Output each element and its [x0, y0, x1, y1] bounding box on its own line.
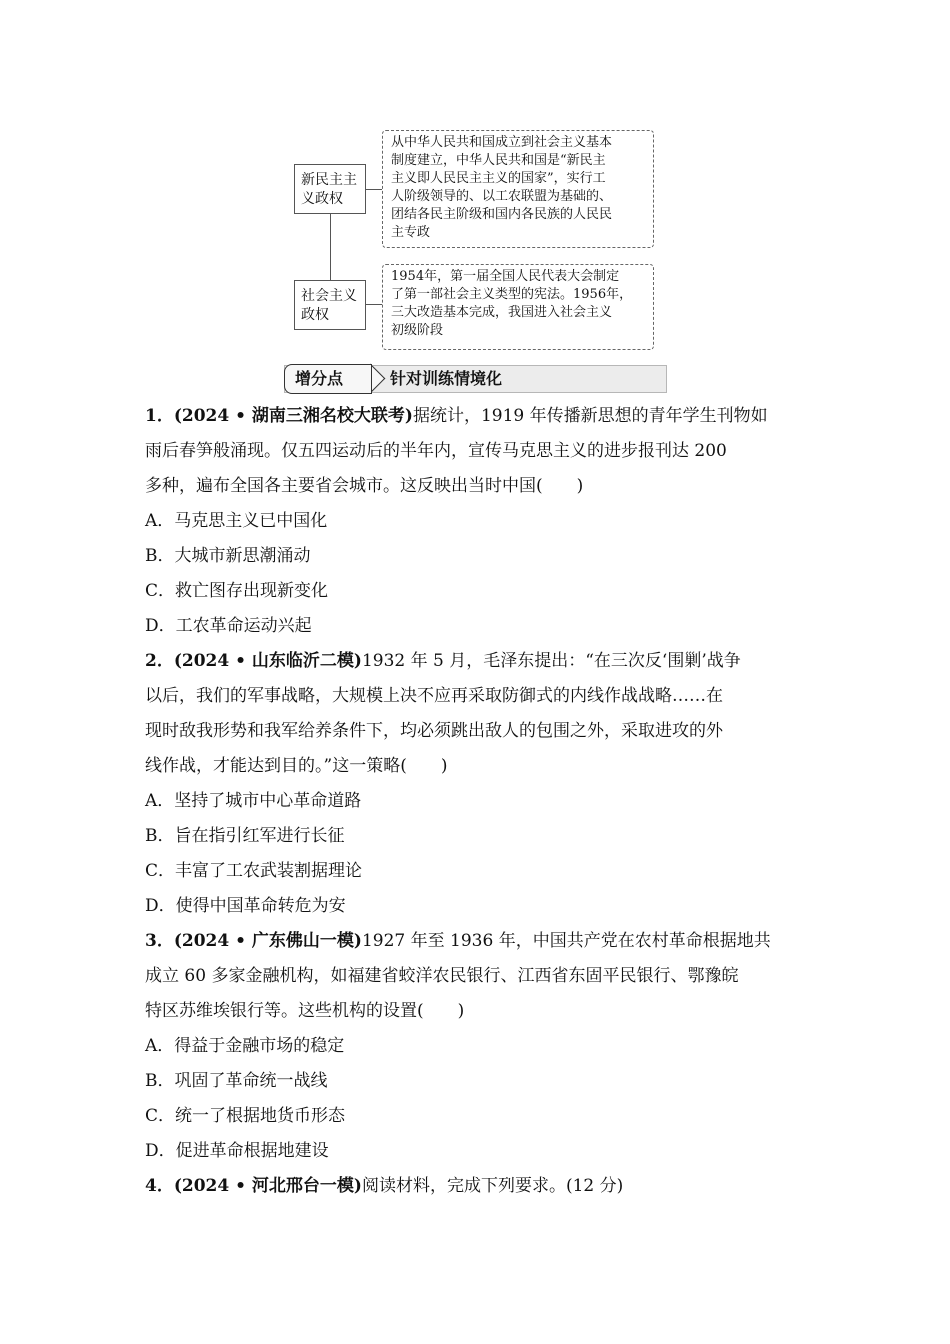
- question-source: (2024 • 河北邢台一模): [173, 1176, 362, 1196]
- banner-title: 针对训练情境化: [390, 369, 503, 388]
- stem-text: 据统计，1919 年传播新思想的青年学生刊物如: [412, 406, 768, 426]
- desc-line: 从中华人民共和国成立到社会主义基本: [391, 135, 613, 150]
- connector-horizontal: [366, 189, 382, 190]
- question-4: [145, 1169, 809, 1204]
- question-source: (2024 • 广东佛山一模): [173, 931, 362, 951]
- node-line: 社会主义: [301, 288, 357, 304]
- option-d: D．促进革命根据地建设: [145, 1141, 329, 1161]
- question-stem-line: [145, 1169, 809, 1204]
- option-c: C．统一了根据地货币形态: [145, 1106, 346, 1126]
- desc-line: 1954年，第一届全国人民代表大会制定: [391, 269, 620, 284]
- option-d: D．使得中国革命转危为安: [145, 896, 346, 916]
- section-banner: [284, 364, 667, 394]
- option-d: D．工农革命运动兴起: [145, 616, 312, 636]
- connector-vertical: [330, 214, 331, 280]
- question-stem-line: 线作战，才能达到目的。”这一策略( ): [145, 756, 448, 776]
- node-new-democracy: [294, 164, 366, 214]
- question-stem-line: 以后，我们的军事战略，大规模上决不应再采取防御式的内线作战战略……在: [145, 686, 723, 706]
- node-line: 新民主主: [301, 172, 357, 188]
- option-b: B．旨在指引红军进行长征: [145, 826, 345, 846]
- question-stem-line: 多种，遍布全国各主要省会城市。这反映出当时中国( ): [145, 476, 584, 496]
- desc-line: 三大改造基本完成，我国进入社会主义: [391, 305, 613, 320]
- desc-line: 团结各民主阶级和国内各民族的人民民: [391, 207, 613, 222]
- connector-horizontal: [366, 304, 382, 305]
- question-stem-line: 特区苏维埃银行等。这些机构的设置( ): [145, 1001, 465, 1021]
- question-1: [145, 399, 809, 644]
- option-b: B．巩固了革命统一战线: [145, 1071, 328, 1091]
- question-number: 4．: [145, 1176, 174, 1196]
- option-c: C．丰富了工农武装割据理论: [145, 861, 363, 881]
- option-b: B．大城市新思潮涌动: [145, 546, 311, 566]
- question-source: (2024 • 湖南三湘名校大联考): [173, 406, 413, 426]
- question-3: [145, 924, 809, 1169]
- desc-line: 人阶级领导的、以工农联盟为基础的、: [391, 189, 613, 204]
- desc-line: 主专政: [391, 225, 431, 240]
- desc-line: 了第一部社会主义类型的宪法。1956年，: [391, 287, 633, 302]
- question-source: (2024 • 山东临沂二模): [173, 651, 362, 671]
- question-stem-line: 现时敌我形势和我军给养条件下，均必须跳出敌人的包围之外，采取进攻的外: [145, 721, 723, 741]
- question-number: 3．: [145, 931, 174, 951]
- option-a: A．坚持了城市中心革命道路: [145, 791, 362, 811]
- stem-text: 1932 年 5 月，毛泽东提出：“在三次反‘围剿’战争: [361, 651, 741, 671]
- option-a: A．得益于金融市场的稳定: [145, 1036, 345, 1056]
- question-stem-line: [145, 644, 809, 679]
- question-number: 2．: [145, 651, 174, 671]
- node-line: 政权: [301, 307, 329, 323]
- desc-line: 制度建立，中华人民共和国是“新民主: [391, 153, 606, 168]
- node-line: 义政权: [301, 191, 343, 207]
- question-2: [145, 644, 809, 924]
- node-socialism: [294, 280, 366, 330]
- question-number: 1．: [145, 406, 174, 426]
- desc-line: 主义即人民民主主义的国家”，实行工: [391, 171, 606, 186]
- desc-socialism: [382, 264, 654, 350]
- option-a: A．马克思主义已中国化: [145, 511, 328, 531]
- stem-text: 1927 年至 1936 年，中国共产党在农村革命根据地共: [361, 931, 771, 951]
- question-stem-line: 雨后春笋般涌现。仅五四运动后的半年内，宣传马克思主义的进步报刊达 200: [145, 441, 727, 461]
- banner-tag: 增分点: [284, 364, 372, 394]
- question-stem-line: [145, 924, 809, 959]
- desc-new-democracy: [382, 130, 654, 248]
- question-list: [145, 399, 809, 1204]
- option-c: C．救亡图存出现新变化: [145, 581, 329, 601]
- structure-diagram: [290, 128, 670, 358]
- stem-text: 阅读材料，完成下列要求。(12 分): [361, 1176, 624, 1196]
- question-stem-line: 成立 60 多家金融机构，如福建省蛟洋农民银行、江西省东固平民银行、鄂豫皖: [145, 966, 739, 986]
- desc-line: 初级阶段: [391, 323, 444, 338]
- question-stem-line: [145, 399, 809, 434]
